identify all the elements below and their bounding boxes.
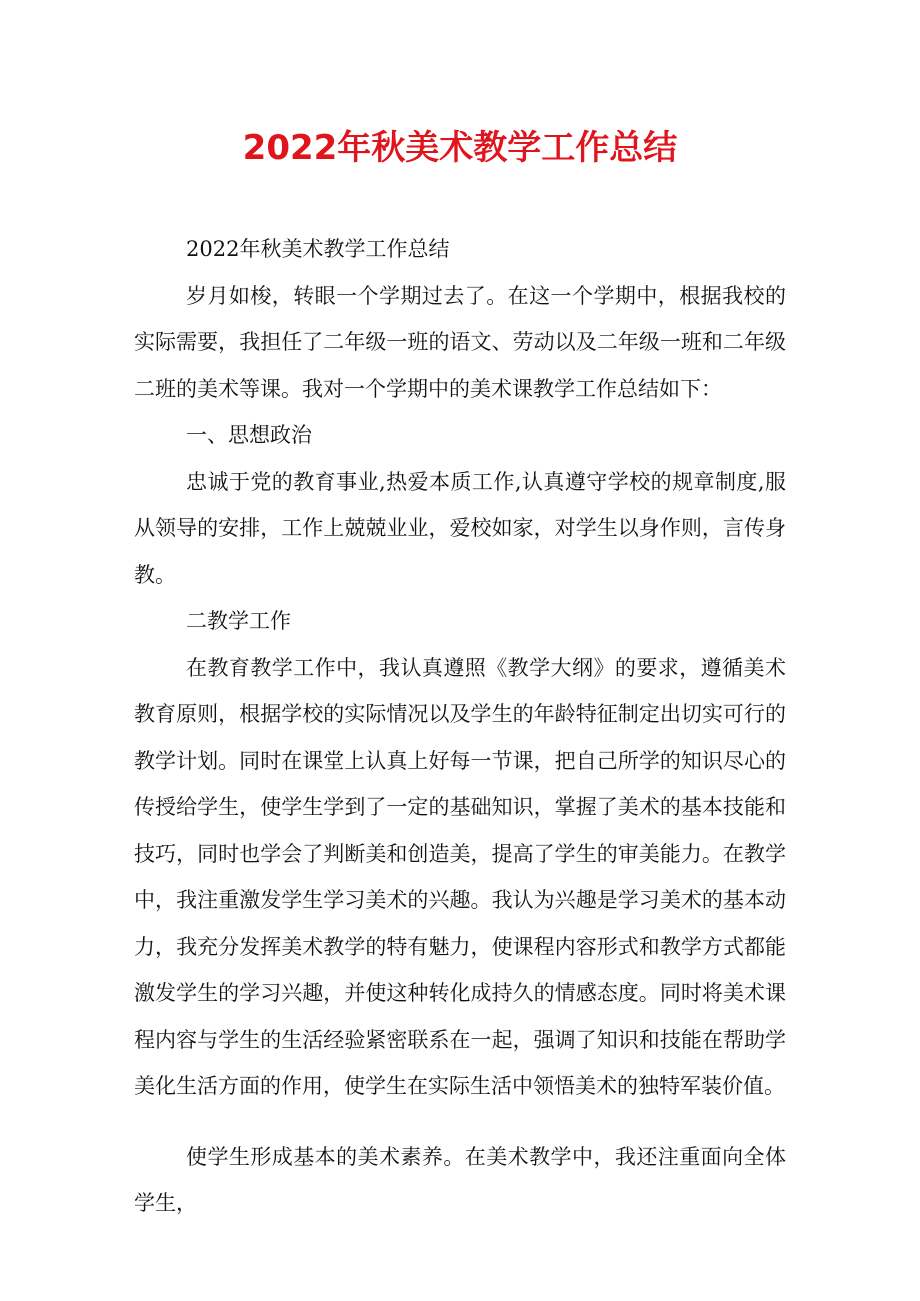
document-title: 2022年秋美术教学工作总结 — [242, 128, 678, 168]
heading-teaching: 二教学工作 — [186, 609, 291, 633]
heading-ideology: 一、思想政治 — [186, 423, 312, 447]
document-body — [134, 226, 786, 1227]
paragraph-teaching: 在教育教学工作中，我认真遵照《教学大纲》的要求，遵循美术教育原则，根据学校的实际情况以及学生的年龄特征制定出切实可行的教学计划。同时在课堂上认真上好每一节课，把自己所学的知识尽心的传授给学生，使学生学到了一定的基础知识，掌握了美术的基本技能和技巧，同时也学会了判断美和创造美，提高了学生的审美能力。在教学中，我注重激发学生学习美术的兴趣。我认为兴趣是学习美术的基本动力，我充分发挥美术教学的特有魅力，使课程内容形式和教学方式都能激发学生的学习兴趣，并使这种转化成持久的情感态度。同时将美术课程内容与学生的生活经验紧密联系在一起，强调了知识和技能在帮助学美化生活方面的作用，使学生在实际生活中领悟美术的独特军装价值。 — [134, 655, 786, 1098]
paragraph-intro: 岁月如梭，转眼一个学期过去了。在这一个学期中，根据我校的实际需要，我担任了二年级一班的语文、劳动以及二年级一班和二年级二班的美术等课。我对一个学期中的美术课教学工作总结如下： — [134, 283, 786, 401]
paragraph-literacy: 使学生形成基本的美术素养。在美术教学中，我还注重面向全体学生， — [134, 1144, 786, 1215]
paragraph-ideology: 忠诚于党的教育事业,热爱本质工作,认真遵守学校的规章制度,服从领导的安排，工作上兢兢业业，爱校如家，对学生以身作则，言传身教。 — [134, 469, 786, 587]
paragraph-subtitle: 2022年秋美术教学工作总结 — [186, 237, 450, 261]
